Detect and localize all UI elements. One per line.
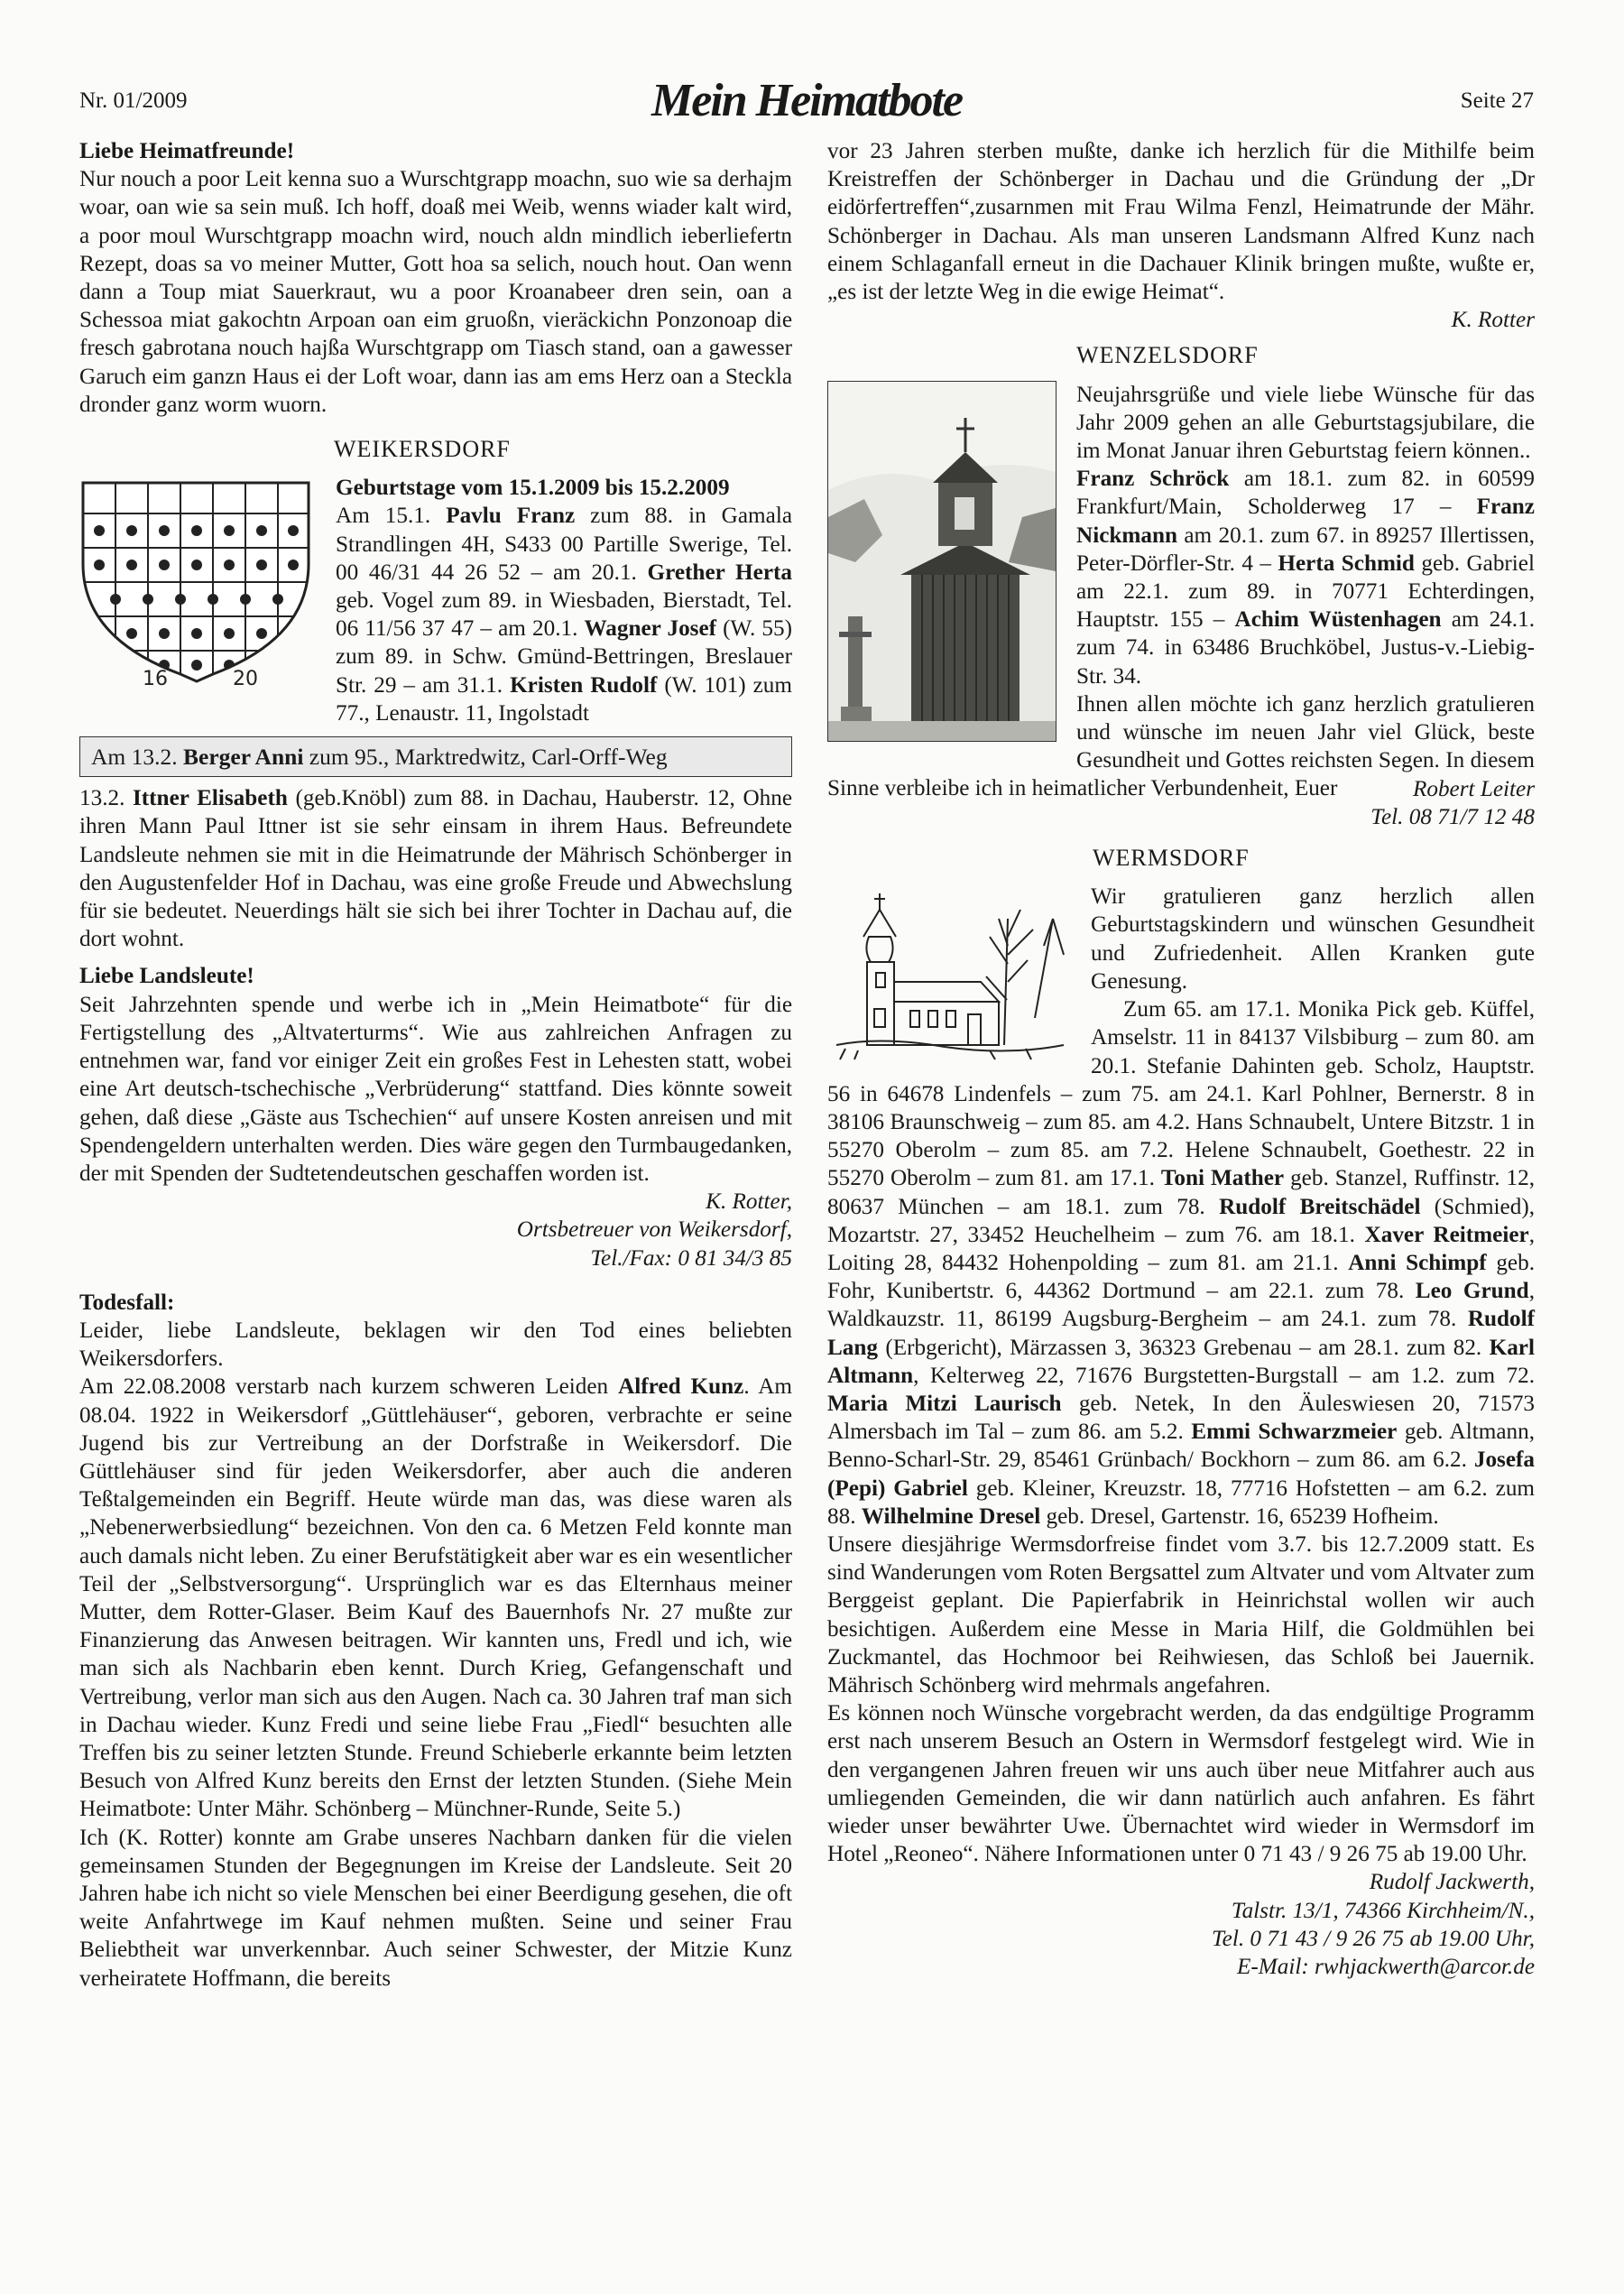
todesfall-thanks: Ich (K. Rotter) konnte am Grabe unseres Nachbarn danken für die vielen gemeinsamen Stunden der Begegnungen im Kreise der Landsleute. Seit 20 Jahren habe ich nicht so viele Menschen bei einer Beerdigung gesehen, die oft weite Anfahrtwege im Kauf nehmen mußten. Seine und seiner Frau Beliebtheit war unverkennbar. Auch seiner Schwester, der Mitzie Kunz verheiratete Hoffmann, die bereits	[79, 1825, 792, 1991]
church-sketch-icon	[827, 883, 1071, 1063]
continued-signature: K. Rotter	[1451, 308, 1535, 333]
wermsdorf-signature-name: Rudolf Jackwerth,	[1369, 1870, 1535, 1895]
birthday-name: Anni Schimpf	[1348, 1250, 1487, 1275]
section-title-wermsdorf: WERMSDORF	[1093, 845, 1250, 872]
birthday-name: Rudolf Lang	[827, 1307, 1535, 1360]
wenzelsdorf-intro: Neujahrsgrüße und viele liebe Wünsche für das Jahr 2009 gehen an alle Geburtstagsjubilare, die im Monat Januar ihren Geburtstag feiern können..	[1076, 382, 1535, 464]
birthday-name: Maria Mitzi Laurisch	[827, 1391, 1062, 1416]
wermsdorf-signature-tel: Tel. 0 71 43 / 9 26 75 ab 19.00 Uhr,	[1211, 1926, 1535, 1951]
birthday-name: Herta Schmid	[1278, 550, 1415, 576]
wermsdorf-wishes: Es können noch Wünsche vorgebracht werden, da das endgültige Programm erst nach unserem Besuch an Ostern in Wermsdorf festgelegt wird. Wie in den vergangenen Jahren freuen wir uns auch über neue Mitfahrer auch aus umliegenden Gemeinden, die wir dann natürlich auch anfahren. Es fährt wieder unser bewährter Uwe. Übernachtet wird wieder in Wermsdorf im Hotel „Reoneo“. Nähere Informationen unter 0 71 43 / 9 26 75 ab 19.00 Uhr.	[827, 1701, 1535, 1867]
birthday-name: Rudolf Breitschädel	[1219, 1194, 1421, 1219]
birthday-name: Emmi Schwarzmeier	[1191, 1420, 1398, 1445]
wenzelsdorf-birthdays: Franz Schröck am 18.1. zum 82. in 60599 Frankfurt/Main, Scholderweg 17 – Franz Nickmann am 20.1. zum 67. in 89257 Illertissen, Peter-Dörfler-Str. 4 – Herta Schmid geb. Gabriel am 22.1. zum 89. in 70771 Echterdingen, Hauptstr. 155 – Achim Wüstenhagen am 24.1. zum 74. in 63486 Bruchköbel, Justus-v.-Liebig-Str. 34.	[1076, 467, 1535, 689]
crest-number-right: 20	[233, 668, 258, 691]
wermsdorf-intro: Wir gratulieren ganz herzlich allen Geburtstagskindern und wünschen Gesundheit und Zufriedenheit. Allen Kranken gute Genesung.	[1091, 884, 1535, 994]
birthday-name: Grether Herta	[647, 560, 792, 585]
birthday-name: Karl Altmann	[827, 1335, 1535, 1388]
signature-tel: Tel./Fax: 0 81 34/3 85	[590, 1245, 792, 1271]
todesfall-text: Am 22.08.2008 verstarb nach kurzem schweren Leiden Alfred Kunz. Am 08.04. 1922 in Weikersdorf „Güttlehäuser“, geboren, verbrachte er seine Jugend bis zur Vertreibung an der Dorfstraße in Weikersdorf. Die Güttlehäuser sind für jeden Weikersdorfer, aber auch die anderen Teßtalgemeinden ein Begriff. Heute würde man das, was diese waren als „Nebenerwerbsiedlung“ bezeichnen. Von den ca. 6 Metzen Feld konnte man auch damals nicht leben. Zu einer Berufstätigkeit aber war es ein wesentlicher Teil der „Selbstversorgung“. Ursprünglich war es das Elternhaus meiner Mutter, dem Rotter-Glaser. Beim Kauf des Bauernhofs Nr. 27 mußte zur Finanzierung das Anwesen beitragen. Wir kannten uns, Fredl und ich, wie man sich als Nachbarin eben kennt. Durch Krieg, Gefangenschaft und Vertreibung, verlor man sich aus den Augen. Nach ca. 30 Jahren traf man sich in Dachau wieder. Kunz Fredi und seine liebe Frau „Fiedl“ besuchten alle Treffen bis zu seiner letzten Stunde. Freund Schieberle erkannte beim letzten Besuch von Alfred Kunz bereits den Ernst der letzten Stunden. (Siehe Mein Heimatbote: Unter Mähr. Schönberg – Münchner-Runde, Seite 5.)	[79, 1374, 792, 1822]
coat-of-arms-icon	[79, 477, 316, 694]
todesfall-intro: Leider, liebe Landsleute, beklagen wir den Tod eines beliebten Weikersdorfers.	[79, 1318, 792, 1372]
weikersdorf-crest	[79, 477, 316, 694]
wenzelsdorf-signature-tel: Tel. 08 71/7 12 48	[1370, 804, 1535, 829]
wermsdorf-birthdays: Zum 65. am 17.1. Monika Pick geb. Küffel, Amselstr. 11 in 84137 Vilsbiburg – zum 80. am 20.1. Stefanie Dahinten geb. Scholz, Hauptstr. 56 in 64678 Lindenfels – zum 75. am 24.1. Karl Pohlner, Bernerstr. 8 in 38106 Braunschweig – zum 85. am 4.2. Hans Schnaubelt, Untere Bitzstr. 1 in 55270 Oberolm – zum 85. am 7.2. Helene Schnaubelt, Goethestr. 22 in 55270 Oberolm – zum 81. am 17.1. Toni Mather geb. Stanzel, Ruffinstr. 12, 80637 München – am 18.1. zum 78. Rudolf Breitschädel (Schmied), Mozartstr. 27, 33452 Heuchelheim – zum 76. am 18.1. Xaver Reitmeier, Loiting 28, 84432 Hohenpolding – zum 81. am 21.1. Anni Schimpf geb. Fohr, Kunibertstr. 6, 44362 Dortmund – am 22.1. zum 78. Leo Grund, Waldkauzstr. 11, 86199 Augsburg-Bergheim – am 24.1. zum 78. Rudolf Lang (Erbgericht), Märzassen 3, 36323 Grebenau – am 28.1. zum 82. Karl Altmann, Kelterweg 22, 71676 Burgstetten-Burgstall – am 1.2. zum 72. Maria Mitzi Laurisch geb. Netek, In den Äuleswiesen 20, 71573 Almersbach im Tal – zum 86. am 5.2. Emmi Schwarzmeier geb. Altmann, Benno-Scharl-Str. 29, 85461 Grünbach/ Bockhorn – zum 86. am 6.2. Josefa (Pepi) Gabriel geb. Kleiner, Kreuzstr. 18, 77716 Hofstetten – am 6.2. zum 88. Wilhelmine Dresel geb. Dresel, Gartenstr. 16, 65239 Hofheim.	[827, 997, 1536, 1529]
page-number: Seite 27	[1460, 88, 1534, 113]
weikersdorf-birthdays: Am 15.1. Pavlu Franz zum 88. in Gamala Strandlingen 4H, S433 00 Partille Swerige, Tel. 00 46/31 44 26 52 – am 20.1. Grether Herta geb. Vogel zum 89. in Wiesbaden, Bierstadt, Tel. 06 11/56 37 47 – am 20.1. Wagner Josef (W. 55) zum 89. in Schw. Gmünd-Bettringen, Breslauer Str. 29 – am 31.1. Kristen Rudolf (W. 101) zum 77., Lenaustr. 11, Ingolstadt	[336, 504, 792, 726]
section-title-wenzelsdorf: WENZELSDORF	[1076, 342, 1259, 369]
birthday-heading: Geburtstage vom 15.1.2009 bis 15.2.2009	[336, 476, 730, 501]
birthday-name: Ittner Elisabeth	[132, 786, 288, 811]
birthday-name: Achim Wüstenhagen	[1234, 607, 1442, 633]
todesfall-heading: Todesfall:	[79, 1290, 175, 1315]
wermsdorf-signature-address: Talstr. 13/1, 74366 Kirchheim/N.,	[1231, 1898, 1535, 1923]
birthday-name: Kristen Rudolf	[510, 672, 658, 698]
chapel-photo	[827, 381, 1057, 742]
wermsdorf-signature-email: E-Mail: rwhjackwerth@arcor.de	[1236, 1955, 1535, 1979]
deceased-name: Alfred Kunz	[618, 1374, 744, 1400]
church-drawing	[827, 883, 1071, 1063]
right-column	[827, 137, 1535, 1981]
crest-number-left: 16	[143, 668, 168, 691]
birthday-name: Berger Anni	[183, 744, 304, 771]
signature-name: K. Rotter,	[706, 1189, 792, 1215]
masthead-title: Mein Heimatbote	[651, 75, 963, 126]
intro-heading: Liebe Heimatfreunde!	[79, 139, 295, 163]
birthday-name: Wilhelmine Dresel	[861, 1503, 1041, 1529]
birthday-name: Toni Mather	[1160, 1166, 1285, 1191]
wermsdorf-trip: Unsere diesjährige Wermsdorfreise findet vom 3.7. bis 12.7.2009 statt. Es sind Wanderungen vom Roten Bergsattel zum Altvater und vom Altvater zum Berggeist geplant. Die Papierfabrik in Heinrichstal wollen wir auch besichtigen. Außerdem eine Messe in Maria Hilf, die Goldmühlen bei Zuckmantel, das Hochmoor bei Reihwiesen, das Schloß bei Jauernik. Mährisch Schönberg wird mehrmals angefahren.	[827, 1531, 1535, 1697]
issue-number: Nr. 01/2009	[79, 88, 188, 113]
birthday-name: Xaver Reitmeier	[1364, 1222, 1529, 1247]
landsleute-heading: Liebe Landsleute!	[79, 964, 254, 989]
chapel-photo-icon	[828, 382, 1056, 741]
section-title-weikersdorf: WEIKERSDORF	[334, 436, 511, 463]
intro-text: Nur nouch a poor Leit kenna suo a Wurschtgrapp moachn, suo wie sa derhajm woar, oan wie sa sein muß. Ich hoff, doaß mei Weib, wenns wiader kalt wird, a poor moul Wurschtgrapp moachn wird, nouch aldn mindlich ieberliefertn Rezept, doas sa vo meiner Mutter, Gott hoa sa selich, nouch hout. Oan wenn dann a Toup miat Sauerkraut, wu a poor Kroanabeer dren sein, oan a Schessoa miat gakochtn Arpoan oan eim gruoßn, vieräckichn Ponzonoap die fresch gabrotana nouch hajßa Wurschtgrapp om Tiasch stand, oan a gawesser Garuch eim ganzn Haus ei der Loft woar, dann ias am ems Herz oan a Steckla dronder ganz worm wuorn.	[79, 167, 792, 417]
wenzelsdorf-signature-name: Robert Leiter	[1412, 776, 1535, 801]
ittner-paragraph: 13.2. Ittner Elisabeth (geb.Knöbl) zum 88. in Dachau, Hauberstr. 12, Ohne ihren Mann Paul Ittner ist sie sehr einsam in ihrem Haus. Befreundete Landsleute nehmen sie mit in die Heimatrunde der Mährisch Schönberger in den Augustenfelder Hof in Dachau, was eine große Freude und Abwechslung für sie bedeutet. Neuerdings hält sie sich bei ihrer Tochter in Dachau auf, die dort wohnt.	[79, 786, 793, 952]
birthday-name: Franz Nickmann	[1076, 495, 1535, 548]
signature-role: Ortsbetreuer von Weikersdorf,	[516, 1217, 792, 1243]
left-column	[79, 137, 792, 1993]
birthday-name: Wagner Josef	[584, 616, 717, 642]
wenzelsdorf-closing: Ihnen allen möchte ich ganz herzlich gratulieren und wünsche im neuen Jahr viel Glück, beste Gesundheit und Gottes reichsten Segen. In diesem Sinne verbleibe ich in heimatlicher Verbundenheit, Euer	[827, 691, 1535, 801]
birthday-name: Franz Schröck	[1076, 467, 1230, 492]
birthday-name: Josefa (Pepi) Gabriel	[827, 1448, 1535, 1501]
landsleute-text: Seit Jahrzehnten spende und werbe ich in „Mein Heimatbote“ für die Fertigstellung des „Altvaterturms“. Wie aus zahlreichen Anfragen zu entnehmen war, fand vor einiger Zeit ein großes Fest in Lehesten statt, wobei eine Art deutsch-tschechische „Verbrüderung“ stattfand. Dies könnte soweit gehen, daß diese „Gäste aus Tschechien“ auf unsere Kosten anreisen und mit Spendengeldern unterhalten werden. Dies wäre gegen den Turmbaugedanken, der mit Spenden der Sudtetendeutschen geschaffen worden ist.	[79, 992, 792, 1186]
birthday-name: Leo Grund	[1415, 1279, 1529, 1304]
birthday-name: Pavlu Franz	[446, 504, 576, 529]
highlight-box: Am 13.2. Berger Anni zum 95., Marktredwitz, Carl-Orff-Weg	[79, 736, 792, 777]
page-header	[79, 75, 1534, 126]
continued-text: vor 23 Jahren sterben mußte, danke ich herzlich für die Mithilfe beim Kreistreffen der Schönberger in Dachau und die Gründung der „Dr eidörfertreffen“,zusarnmen mit Frau Wilma Fenzl, Heimatrunde der Mähr. Schönberger in Dachau. Als man unseren Landsmann Alfred Kunz nach einem Schlaganfall erneut in die Dachauer Klinik bringen mußte, wußte er, „es ist der letzte Weg in die ewige Heimat“.	[827, 139, 1535, 305]
